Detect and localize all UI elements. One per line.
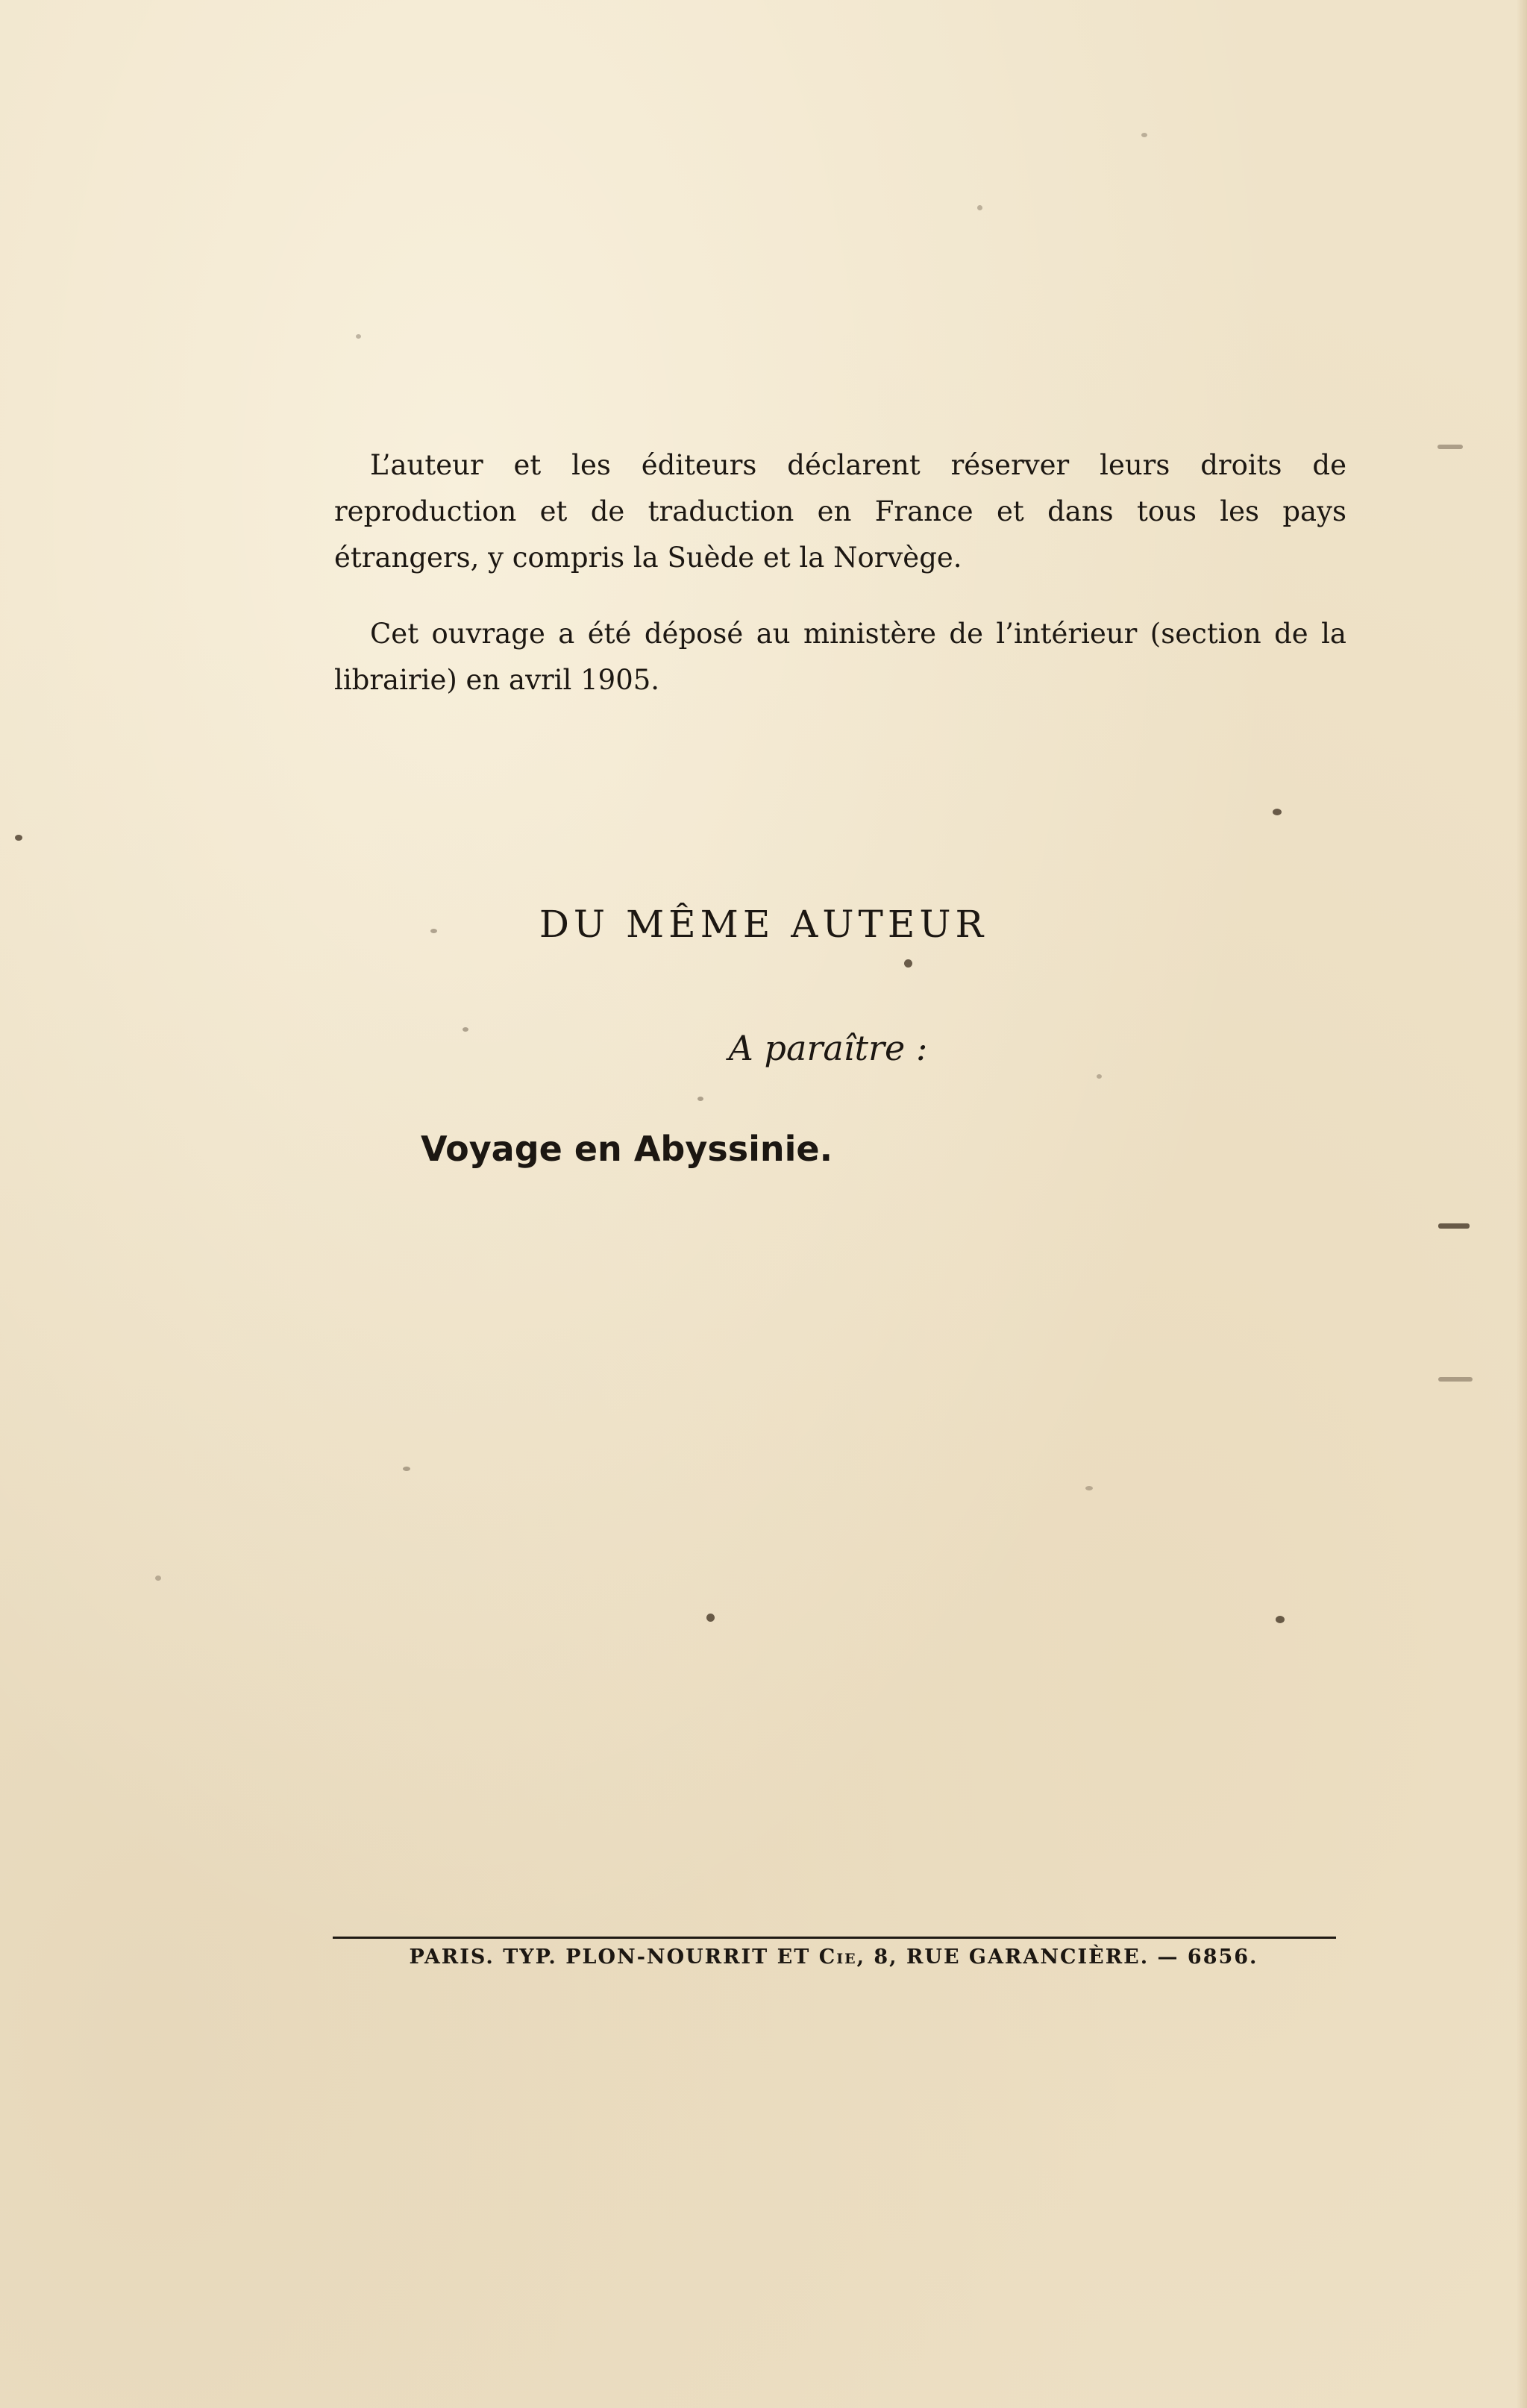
paper-speck xyxy=(1085,1486,1093,1490)
legal-deposit-paragraph: Cet ouvrage a été déposé au ministère de l’intérieur (section de la librairie) en avril 1905. xyxy=(334,618,1346,696)
paper-speck xyxy=(1273,809,1282,815)
paper-speck xyxy=(155,1575,161,1581)
paper-speck xyxy=(697,1097,703,1101)
printer-imprint: PARIS. TYP. PLON-NOURRIT ET Cie, 8, RUE GARANCIÈRE. — 6856. xyxy=(409,1945,1258,1969)
forthcoming-label: A paraître : xyxy=(728,1028,928,1068)
paper-speck xyxy=(1438,1377,1473,1382)
same-author-heading: DU MÊME AUTEUR xyxy=(539,903,988,946)
rights-notice xyxy=(334,442,1346,703)
paper-speck xyxy=(463,1027,468,1032)
paper-speck xyxy=(1141,133,1147,137)
paper-speck xyxy=(1097,1074,1102,1079)
imprint-divider xyxy=(333,1937,1336,1939)
paper-speck xyxy=(1438,1223,1470,1229)
paper-speck xyxy=(706,1614,715,1622)
paper-speck xyxy=(403,1467,410,1471)
paper-speck xyxy=(430,929,437,933)
paper-speck xyxy=(904,959,912,968)
page-edge-shadow xyxy=(1517,0,1527,2408)
rights-reservation-paragraph: L’auteur et les éditeurs déclarent réserver leurs droits de reproduction et de traduction en France et dans tous les pays étrangers, y compris la Suède et la Norvège. xyxy=(334,449,1346,574)
paper-speck xyxy=(977,205,982,210)
forthcoming-book-title: Voyage en Abyssinie. xyxy=(421,1129,833,1169)
paper-speck xyxy=(15,835,22,841)
paper-speck xyxy=(1437,445,1463,449)
paper-speck xyxy=(1276,1616,1285,1623)
paper-speck xyxy=(356,334,361,339)
